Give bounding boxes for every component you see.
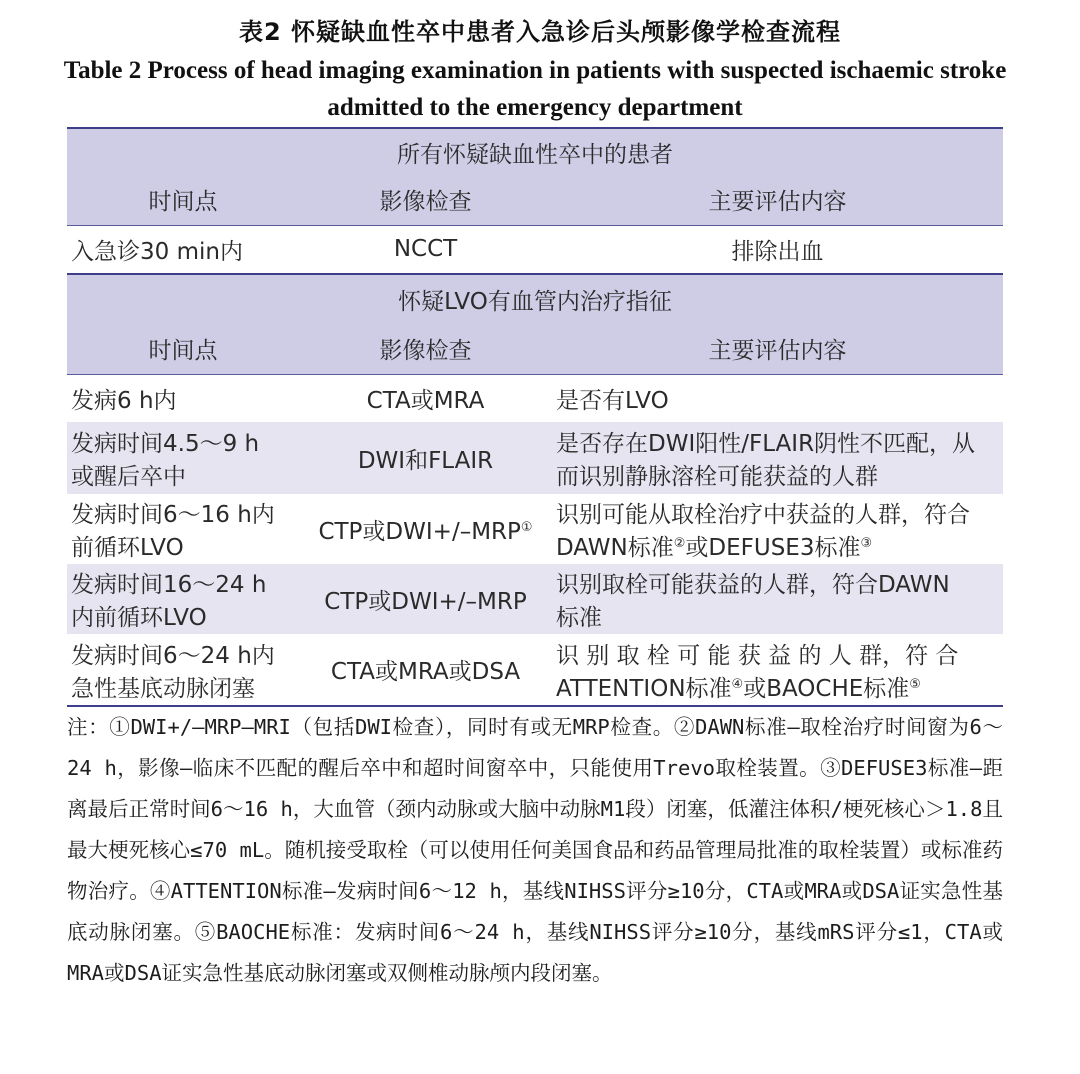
section-2-title: 怀疑LVO有血管内治疗指征 xyxy=(67,274,1003,324)
cell-eval xyxy=(552,494,1003,564)
table-section-1 xyxy=(67,127,1003,273)
exam-text: CTP或DWI+/–MRP xyxy=(318,518,521,545)
header-exam: 影像检查 xyxy=(299,175,552,225)
table-row xyxy=(67,634,1003,706)
table-row xyxy=(67,422,1003,494)
section-1-title: 所有怀疑缺血性卒中的患者 xyxy=(67,128,1003,175)
cell-exam: DWI和FLAIR xyxy=(299,422,552,494)
cell-line: 前循环LVO xyxy=(71,535,184,561)
cell-eval xyxy=(552,564,1003,634)
footnote-ref: ① xyxy=(520,519,533,535)
cell-eval xyxy=(552,422,1003,494)
cell-eval: 是否有LVO xyxy=(552,374,1003,422)
cell-eval: 排除出血 xyxy=(552,225,1003,273)
footnote-ref: ④ xyxy=(731,676,744,692)
cell-line xyxy=(556,670,1003,703)
notes-text: 注：①DWI+/–MRP—MRI（包括DWI检查），同时有或无MRP检查。②DAWN标准—取栓治疗时间窗为6～24 h，影像–临床不匹配的醒后卒中和超时间窗卒中，只能使用Trevo取栓装置。③DEFUSE3标准—距离最后正常时间6～16 h，大血管（颈内动脉或大脑中动脉M1段）闭塞，低灌注体积/梗死核心＞1.8且最大梗死核心≤70 mL。随机接受取栓（可以使用任何美国食品和药品管理局批准的取栓装置）或标准药物治疗。④ATTENTION标准—发病时间6～12 h，基线NIHSS评分≥10分，CTA或MRA或DSA证实急性基底动脉闭塞。⑤BAOCHE标准：发病时间6～24 h，基线NIHSS评分≥10分，基线mRS评分≤1，CTA或MRA或DSA证实急性基底动脉闭塞或双侧椎动脉颅内段闭塞。 xyxy=(67,715,1003,985)
footnote-ref: ③ xyxy=(860,536,873,551)
cell-line: 发病时间16～24 h xyxy=(71,572,267,598)
table-row xyxy=(67,564,1003,634)
cell-line: 识 别 取 栓 可 能 获 益 的 人 群，符 合 xyxy=(556,642,959,669)
cell-time xyxy=(67,634,299,706)
criteria-text: 或DEFUSE3标准 xyxy=(685,535,861,561)
header-time: 时间点 xyxy=(67,324,299,374)
footnote-ref: ② xyxy=(673,536,686,551)
table-title-en: Table 2 Process of head imaging examination in patients with suspected ischaemic stroke admitted to the emergency department xyxy=(63,57,1007,121)
criteria-text: DAWN标准 xyxy=(556,535,674,561)
cell-exam xyxy=(299,494,552,564)
criteria-text: ATTENTION标准 xyxy=(556,675,732,702)
cell-time xyxy=(67,422,299,494)
cell-line: 而识别静脉溶栓可能获益的人群 xyxy=(556,464,878,490)
cell-exam: CTP或DWI+/–MRP xyxy=(299,564,552,634)
cell-exam: NCCT xyxy=(299,225,552,273)
table-notes xyxy=(67,707,1003,994)
cell-line: 识别可能从取栓治疗中获益的人群，符合 xyxy=(556,502,970,528)
table-section-2 xyxy=(67,273,1003,707)
cell-line xyxy=(556,529,1003,562)
cell-line: 识别取栓可能获益的人群，符合DAWN xyxy=(556,572,950,598)
cell-eval xyxy=(552,634,1003,706)
cell-line: 内前循环LVO xyxy=(71,605,207,631)
header-eval: 主要评估内容 xyxy=(552,324,1003,374)
cell-time xyxy=(67,494,299,564)
cell-time xyxy=(67,564,299,634)
cell-line: 是否存在DWI阳性/FLAIR阴性不匹配，从 xyxy=(556,431,976,457)
footnote-ref: ⑤ xyxy=(909,676,921,692)
header-time: 时间点 xyxy=(67,175,299,225)
cell-exam: CTA或MRA xyxy=(299,374,552,422)
table-row xyxy=(67,494,1003,564)
table-row xyxy=(67,374,1003,422)
cell-line: 发病时间6～16 h内 xyxy=(71,502,275,528)
table-title-cn: 表2 怀疑缺血性卒中患者入急诊后头颅影像学检查流程 xyxy=(238,18,842,46)
cell-line: 标准 xyxy=(556,605,602,631)
cell-time: 发病6 h内 xyxy=(67,374,299,422)
cell-line: 或醒后卒中 xyxy=(71,464,186,490)
header-eval: 主要评估内容 xyxy=(552,175,1003,225)
cell-exam: CTA或MRA或DSA xyxy=(299,634,552,706)
cell-line: 发病时间4.5～9 h xyxy=(71,431,260,457)
cell-time: 入急诊30 min内 xyxy=(67,225,299,273)
criteria-text: 或BAOCHE标准 xyxy=(743,675,910,702)
cell-line: 发病时间6～24 h内 xyxy=(71,642,275,669)
header-exam: 影像检查 xyxy=(299,324,552,374)
cell-line: 急性基底动脉闭塞 xyxy=(71,675,255,702)
